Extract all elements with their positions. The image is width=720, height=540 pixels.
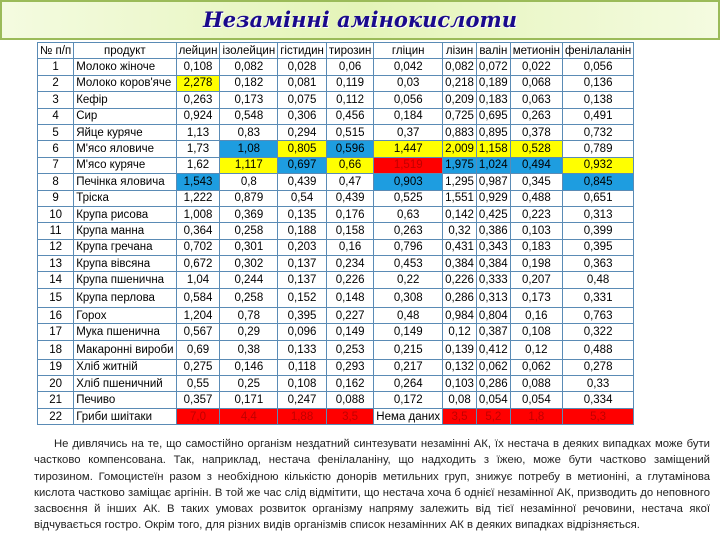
value-cell: 0,37 [374,124,443,140]
table-row [38,157,634,173]
value-cell: 0,732 [562,124,633,140]
product-name: М'ясо куряче [74,157,176,173]
value-cell: 1,222 [176,190,220,206]
value-cell: 0,384 [443,256,477,272]
value-cell: 0,395 [278,307,327,323]
value-cell: 0,182 [220,75,278,91]
table-row [38,223,634,239]
value-cell: 0,488 [562,340,633,359]
value-cell: 0,135 [278,206,327,222]
value-cell: 0,137 [278,272,327,288]
value-cell: 0,47 [326,174,373,190]
value-cell: 0,308 [374,288,443,307]
value-cell: 0,108 [278,376,327,392]
product-name: Крупа перлова [74,288,176,307]
value-cell: 0,173 [510,288,562,307]
value-cell: 0,384 [476,256,510,272]
row-number: 14 [38,272,74,288]
value-cell: 0,227 [326,307,373,323]
value-cell: 4,4 [220,408,278,424]
value-cell: 0,176 [326,206,373,222]
value-cell: 0,198 [510,256,562,272]
row-number: 11 [38,223,74,239]
value-cell: 0,148 [326,288,373,307]
value-cell: 0,082 [220,59,278,75]
table-row [38,288,634,307]
value-cell: 0,103 [443,376,477,392]
value-cell: 0,263 [510,108,562,124]
row-number: 10 [38,206,74,222]
product-name: Сир [74,108,176,124]
value-cell: 0,763 [562,307,633,323]
product-name: Гриби шиітаки [74,408,176,424]
product-name: Яйце куряче [74,124,176,140]
value-cell: 0,056 [374,92,443,108]
value-cell: 0,278 [562,359,633,375]
product-name: Печінка яловича [74,174,176,190]
value-cell: 0,334 [562,392,633,408]
value-cell: 0,301 [220,239,278,255]
value-cell: 0,06 [326,59,373,75]
value-cell: 0,294 [278,124,327,140]
value-cell: 0,215 [374,340,443,359]
table-row [38,272,634,288]
value-cell: 1,158 [476,141,510,157]
row-number: 8 [38,174,74,190]
value-cell: 0,984 [443,307,477,323]
value-cell: 0,333 [476,272,510,288]
product-name: Мука пшенична [74,324,176,340]
row-number: 20 [38,376,74,392]
product-name: Крупа пшенична [74,272,176,288]
value-cell: 0,369 [220,206,278,222]
value-cell: 0,343 [476,239,510,255]
value-cell: 0,209 [443,92,477,108]
table-row [38,307,634,323]
value-cell: 0,895 [476,124,510,140]
value-cell: 0,55 [176,376,220,392]
column-header: тирозин [326,43,373,59]
value-cell: 0,12 [510,340,562,359]
value-cell: 3,5 [443,408,477,424]
product-name: Крупа гречана [74,239,176,255]
value-cell: 1,117 [220,157,278,173]
column-header: гістидин [278,43,327,59]
value-cell: 1,88 [278,408,327,424]
page-title: Незамінні амінокислоти [202,7,518,32]
value-cell: 0,16 [510,307,562,323]
product-name: Крупа манна [74,223,176,239]
column-header: метионін [510,43,562,59]
value-cell: 0,363 [562,256,633,272]
value-cell: 0,234 [326,256,373,272]
value-cell: 0,226 [443,272,477,288]
value-cell: 0,48 [562,272,633,288]
value-cell: 0,293 [326,359,373,375]
value-cell: 0,217 [374,359,443,375]
value-cell: 0,672 [176,256,220,272]
value-cell: 0,439 [278,174,327,190]
value-cell: 0,286 [476,376,510,392]
value-cell: 0,042 [374,59,443,75]
product-name: Кефір [74,92,176,108]
value-cell: 0,263 [176,92,220,108]
value-cell: 1,519 [374,157,443,173]
value-cell: 1,73 [176,141,220,157]
value-cell: 0,584 [176,288,220,307]
value-cell: 0,528 [510,141,562,157]
table-row [38,59,634,75]
row-number: 2 [38,75,74,91]
value-cell: 0,136 [562,75,633,91]
value-cell: 0,081 [278,75,327,91]
value-cell: 0,088 [326,392,373,408]
value-cell: 0,096 [278,324,327,340]
value-cell: 1,8 [510,408,562,424]
value-cell: 0,263 [374,223,443,239]
value-cell: 0,695 [476,108,510,124]
product-name: Печиво [74,392,176,408]
value-cell: 0,286 [443,288,477,307]
value-cell: 0,062 [510,359,562,375]
value-cell: 0,69 [176,340,220,359]
value-cell: 1,024 [476,157,510,173]
value-cell: 0,226 [326,272,373,288]
value-cell: 0,133 [278,340,327,359]
value-cell: 1,295 [443,174,477,190]
value-cell: 0,244 [220,272,278,288]
value-cell: 0,412 [476,340,510,359]
value-cell: 0,29 [220,324,278,340]
value-cell: 0,702 [176,239,220,255]
value-cell: 0,357 [176,392,220,408]
value-cell: 5,2 [476,408,510,424]
value-cell: 0,453 [374,256,443,272]
table-row [38,75,634,91]
value-cell: 1,204 [176,307,220,323]
value-cell: 0,16 [326,239,373,255]
value-cell: 0,313 [476,288,510,307]
value-cell: 0,118 [278,359,327,375]
table-header-row [38,43,634,59]
column-header: лізин [443,43,477,59]
table-row [38,359,634,375]
value-cell: 0,494 [510,157,562,173]
value-cell: 0,805 [278,141,327,157]
value-cell: 2,278 [176,75,220,91]
value-cell: 0,183 [476,92,510,108]
value-cell: 0,548 [220,108,278,124]
value-cell: 0,488 [510,190,562,206]
value-cell: 0,088 [510,376,562,392]
table-row [38,206,634,222]
value-cell: 0,062 [476,359,510,375]
value-cell: 0,697 [278,157,327,173]
value-cell: 0,132 [443,359,477,375]
value-cell: 0,313 [562,206,633,222]
row-number: 16 [38,307,74,323]
column-header: продукт [74,43,176,59]
value-cell: 0,08 [443,392,477,408]
value-cell: 0,32 [443,223,477,239]
table-row [38,108,634,124]
value-cell: 0,068 [510,75,562,91]
value-cell: 0,183 [510,239,562,255]
value-cell: 0,63 [374,206,443,222]
value-cell: 7,0 [176,408,220,424]
product-name: Крупа рисова [74,206,176,222]
value-cell: 0,725 [443,108,477,124]
value-cell: 0,063 [510,92,562,108]
value-cell: 0,33 [562,376,633,392]
table-row [38,239,634,255]
value-cell: 0,258 [220,288,278,307]
row-number: 9 [38,190,74,206]
value-cell: 0,804 [476,307,510,323]
value-cell: Нема даних [374,408,443,424]
value-cell: 0,22 [374,272,443,288]
value-cell: 0,139 [443,340,477,359]
table-row [38,376,634,392]
value-cell: 0,138 [562,92,633,108]
value-cell: 1,62 [176,157,220,173]
value-cell: 0,431 [443,239,477,255]
value-cell: 0,48 [374,307,443,323]
value-cell: 0,25 [220,376,278,392]
value-cell: 0,54 [278,190,327,206]
value-cell: 1,008 [176,206,220,222]
value-cell: 0,218 [443,75,477,91]
value-cell: 3,5 [326,408,373,424]
product-name: М'ясо яловиче [74,141,176,157]
value-cell: 0,264 [374,376,443,392]
value-cell: 0,883 [443,124,477,140]
value-cell: 0,345 [510,174,562,190]
value-cell: 1,13 [176,124,220,140]
value-cell: 0,149 [374,324,443,340]
table-row [38,92,634,108]
value-cell: 0,331 [562,288,633,307]
value-cell: 0,119 [326,75,373,91]
product-name: Горох [74,307,176,323]
value-cell: 0,103 [510,223,562,239]
value-cell: 0,78 [220,307,278,323]
row-number: 5 [38,124,74,140]
amino-acid-table [37,42,634,425]
value-cell: 0,8 [220,174,278,190]
row-number: 6 [38,141,74,157]
value-cell: 0,651 [562,190,633,206]
value-cell: 0,395 [562,239,633,255]
value-cell: 0,054 [510,392,562,408]
value-cell: 1,04 [176,272,220,288]
product-name: Тріска [74,190,176,206]
value-cell: 0,158 [326,223,373,239]
value-cell: 0,491 [562,108,633,124]
row-number: 17 [38,324,74,340]
value-cell: 0,439 [326,190,373,206]
value-cell: 2,009 [443,141,477,157]
value-cell: 0,152 [278,288,327,307]
value-cell: 0,306 [278,108,327,124]
table-row [38,324,634,340]
value-cell: 0,567 [176,324,220,340]
value-cell: 1,08 [220,141,278,157]
value-cell: 0,172 [374,392,443,408]
value-cell: 0,137 [278,256,327,272]
value-cell: 1,543 [176,174,220,190]
row-number: 19 [38,359,74,375]
value-cell: 0,149 [326,324,373,340]
product-name: Крупа вівсяна [74,256,176,272]
value-cell: 0,253 [326,340,373,359]
value-cell: 0,184 [374,108,443,124]
column-header: № п/п [38,43,74,59]
value-cell: 0,12 [443,324,477,340]
value-cell: 1,447 [374,141,443,157]
value-cell: 0,932 [562,157,633,173]
value-cell: 0,322 [562,324,633,340]
value-cell: 0,596 [326,141,373,157]
value-cell: 0,054 [476,392,510,408]
column-header: валін [476,43,510,59]
product-name: Хліб житній [74,359,176,375]
row-number: 12 [38,239,74,255]
value-cell: 0,203 [278,239,327,255]
value-cell: 0,146 [220,359,278,375]
row-number: 4 [38,108,74,124]
value-cell: 0,386 [476,223,510,239]
row-number: 21 [38,392,74,408]
column-header: лейцин [176,43,220,59]
row-number: 18 [38,340,74,359]
value-cell: 0,525 [374,190,443,206]
value-cell: 0,879 [220,190,278,206]
value-cell: 0,399 [562,223,633,239]
value-cell: 0,456 [326,108,373,124]
value-cell: 0,142 [443,206,477,222]
value-cell: 0,188 [278,223,327,239]
column-header: ізолейцин [220,43,278,59]
value-cell: 0,022 [510,59,562,75]
value-cell: 0,162 [326,376,373,392]
body-paragraph: Не дивлячись на те, що самостійно організм нездатний синтезувати незамінні АК, їх нестача в деяких випадках може бути частково компенсована. Так, наприклад, нестача фенілаланіну, що надходить з їжею, може бути частково заміщений тирозином. Гомоцистеїн разом з необхідною кількістю донорів метильних груп, знижує потребу в метионіні, а глутамінова кислота частково заміщає аргінін. В той же час слід відмітити, що нестача хоча б однієї незамінної АК, призводить до неповного засвоєння й інших АК. В таких умовах розвиток організму напряму залежить від тієї незамінної речовини, нестача якої відчувається гостро. Окрім того, для різних видів організмів список незамінних АК в деяких випадках відрізняється. [34,438,710,532]
row-number: 7 [38,157,74,173]
product-name: Молоко коров'яче [74,75,176,91]
value-cell: 5,3 [562,408,633,424]
value-cell: 0,515 [326,124,373,140]
value-cell: 0,108 [176,59,220,75]
value-cell: 0,38 [220,340,278,359]
table-row [38,256,634,272]
value-cell: 0,387 [476,324,510,340]
value-cell: 0,207 [510,272,562,288]
value-cell: 0,903 [374,174,443,190]
value-cell: 0,924 [176,108,220,124]
table-row [38,408,634,424]
value-cell: 1,551 [443,190,477,206]
value-cell: 1,975 [443,157,477,173]
product-name: Молоко жіноче [74,59,176,75]
value-cell: 0,258 [220,223,278,239]
value-cell: 0,275 [176,359,220,375]
table-row [38,340,634,359]
row-number: 22 [38,408,74,424]
value-cell: 0,83 [220,124,278,140]
value-cell: 0,223 [510,206,562,222]
value-cell: 0,364 [176,223,220,239]
value-cell: 0,056 [562,59,633,75]
value-cell: 0,03 [374,75,443,91]
product-name: Макаронні вироби [74,340,176,359]
value-cell: 0,082 [443,59,477,75]
column-header: фенілаланін [562,43,633,59]
table-row [38,174,634,190]
value-cell: 0,845 [562,174,633,190]
column-header: гліцин [374,43,443,59]
value-cell: 0,075 [278,92,327,108]
value-cell: 0,028 [278,59,327,75]
value-cell: 0,302 [220,256,278,272]
table-row [38,141,634,157]
row-number: 15 [38,288,74,307]
table-row [38,124,634,140]
value-cell: 0,425 [476,206,510,222]
value-cell: 0,66 [326,157,373,173]
value-cell: 0,247 [278,392,327,408]
table-row [38,190,634,206]
value-cell: 0,112 [326,92,373,108]
product-name: Хліб пшеничний [74,376,176,392]
value-cell: 0,929 [476,190,510,206]
row-number: 3 [38,92,74,108]
value-cell: 0,108 [510,324,562,340]
row-number: 1 [38,59,74,75]
row-number: 13 [38,256,74,272]
value-cell: 0,378 [510,124,562,140]
value-cell: 0,796 [374,239,443,255]
value-cell: 0,189 [476,75,510,91]
title-bar [0,0,720,40]
value-cell: 0,072 [476,59,510,75]
value-cell: 0,987 [476,174,510,190]
value-cell: 0,789 [562,141,633,157]
value-cell: 0,171 [220,392,278,408]
table-row [38,392,634,408]
value-cell: 0,173 [220,92,278,108]
